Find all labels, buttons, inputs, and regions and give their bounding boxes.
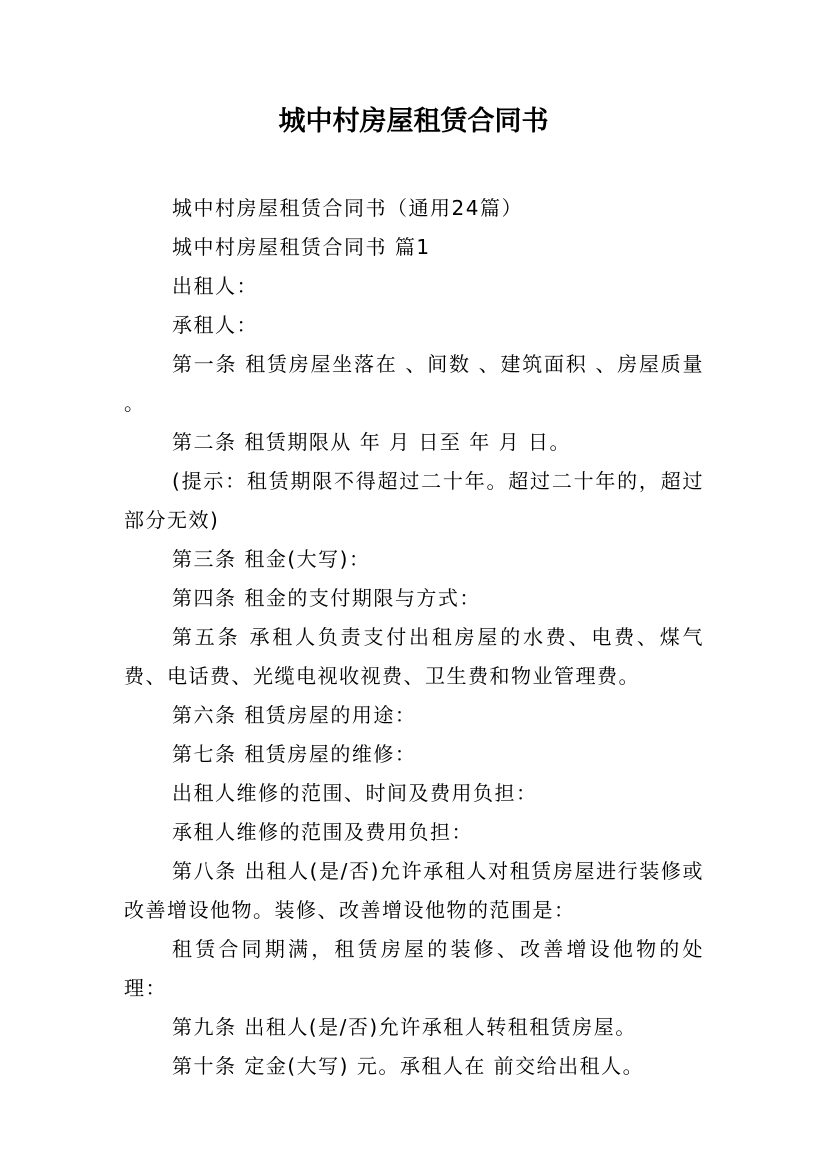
paragraph: 第一条 租赁房屋坐落在 、间数 、建筑面积 、房屋质量 。 [124, 352, 704, 415]
paragraph: 第六条 租赁房屋的用途： [172, 703, 417, 727]
document-body [124, 189, 704, 1086]
paragraph: 出租人： [172, 274, 258, 298]
paragraph: 承租人维修的范围及费用负担： [172, 820, 473, 844]
paragraph: (提示：租赁期限不得超过二十年。超过二十年的，超过部分无效) [124, 469, 704, 532]
paragraph: 城中村房屋租赁合同书（通用24篇） [172, 196, 523, 220]
paragraph: 出租人维修的范围、时间及费用负担： [172, 781, 538, 805]
document-title: 城中村房屋租赁合同书 [278, 106, 549, 137]
paragraph: 第五条 承租人负责支付出租房屋的水费、电费、煤气费、电话费、光缆电视收视费、卫生费和物业管理费。 [124, 625, 704, 688]
paragraph: 第八条 出租人(是/否)允许承租人对租赁房屋进行装修或改善增设他物。装修、改善增设他物的范围是： [124, 859, 704, 922]
paragraph: 第九条 出租人(是/否)允许承租人转租租赁房屋。 [172, 1015, 637, 1039]
paragraph: 第二条 租赁期限从 年 月 日至 年 月 日。 [172, 430, 572, 454]
paragraph: 承租人： [172, 313, 258, 337]
paragraph: 租赁合同期满，租赁房屋的装修、改善增设他物的处理： [124, 937, 704, 1000]
paragraph: 第十条 定金(大写) 元。承租人在 前交给出租人。 [172, 1054, 645, 1078]
paragraph: 第七条 租赁房屋的维修： [172, 742, 417, 766]
paragraph: 第四条 租金的支付期限与方式： [172, 586, 481, 610]
paragraph: 第三条 租金(大写)： [172, 547, 371, 571]
paragraph: 城中村房屋租赁合同书 篇1 [172, 235, 431, 259]
